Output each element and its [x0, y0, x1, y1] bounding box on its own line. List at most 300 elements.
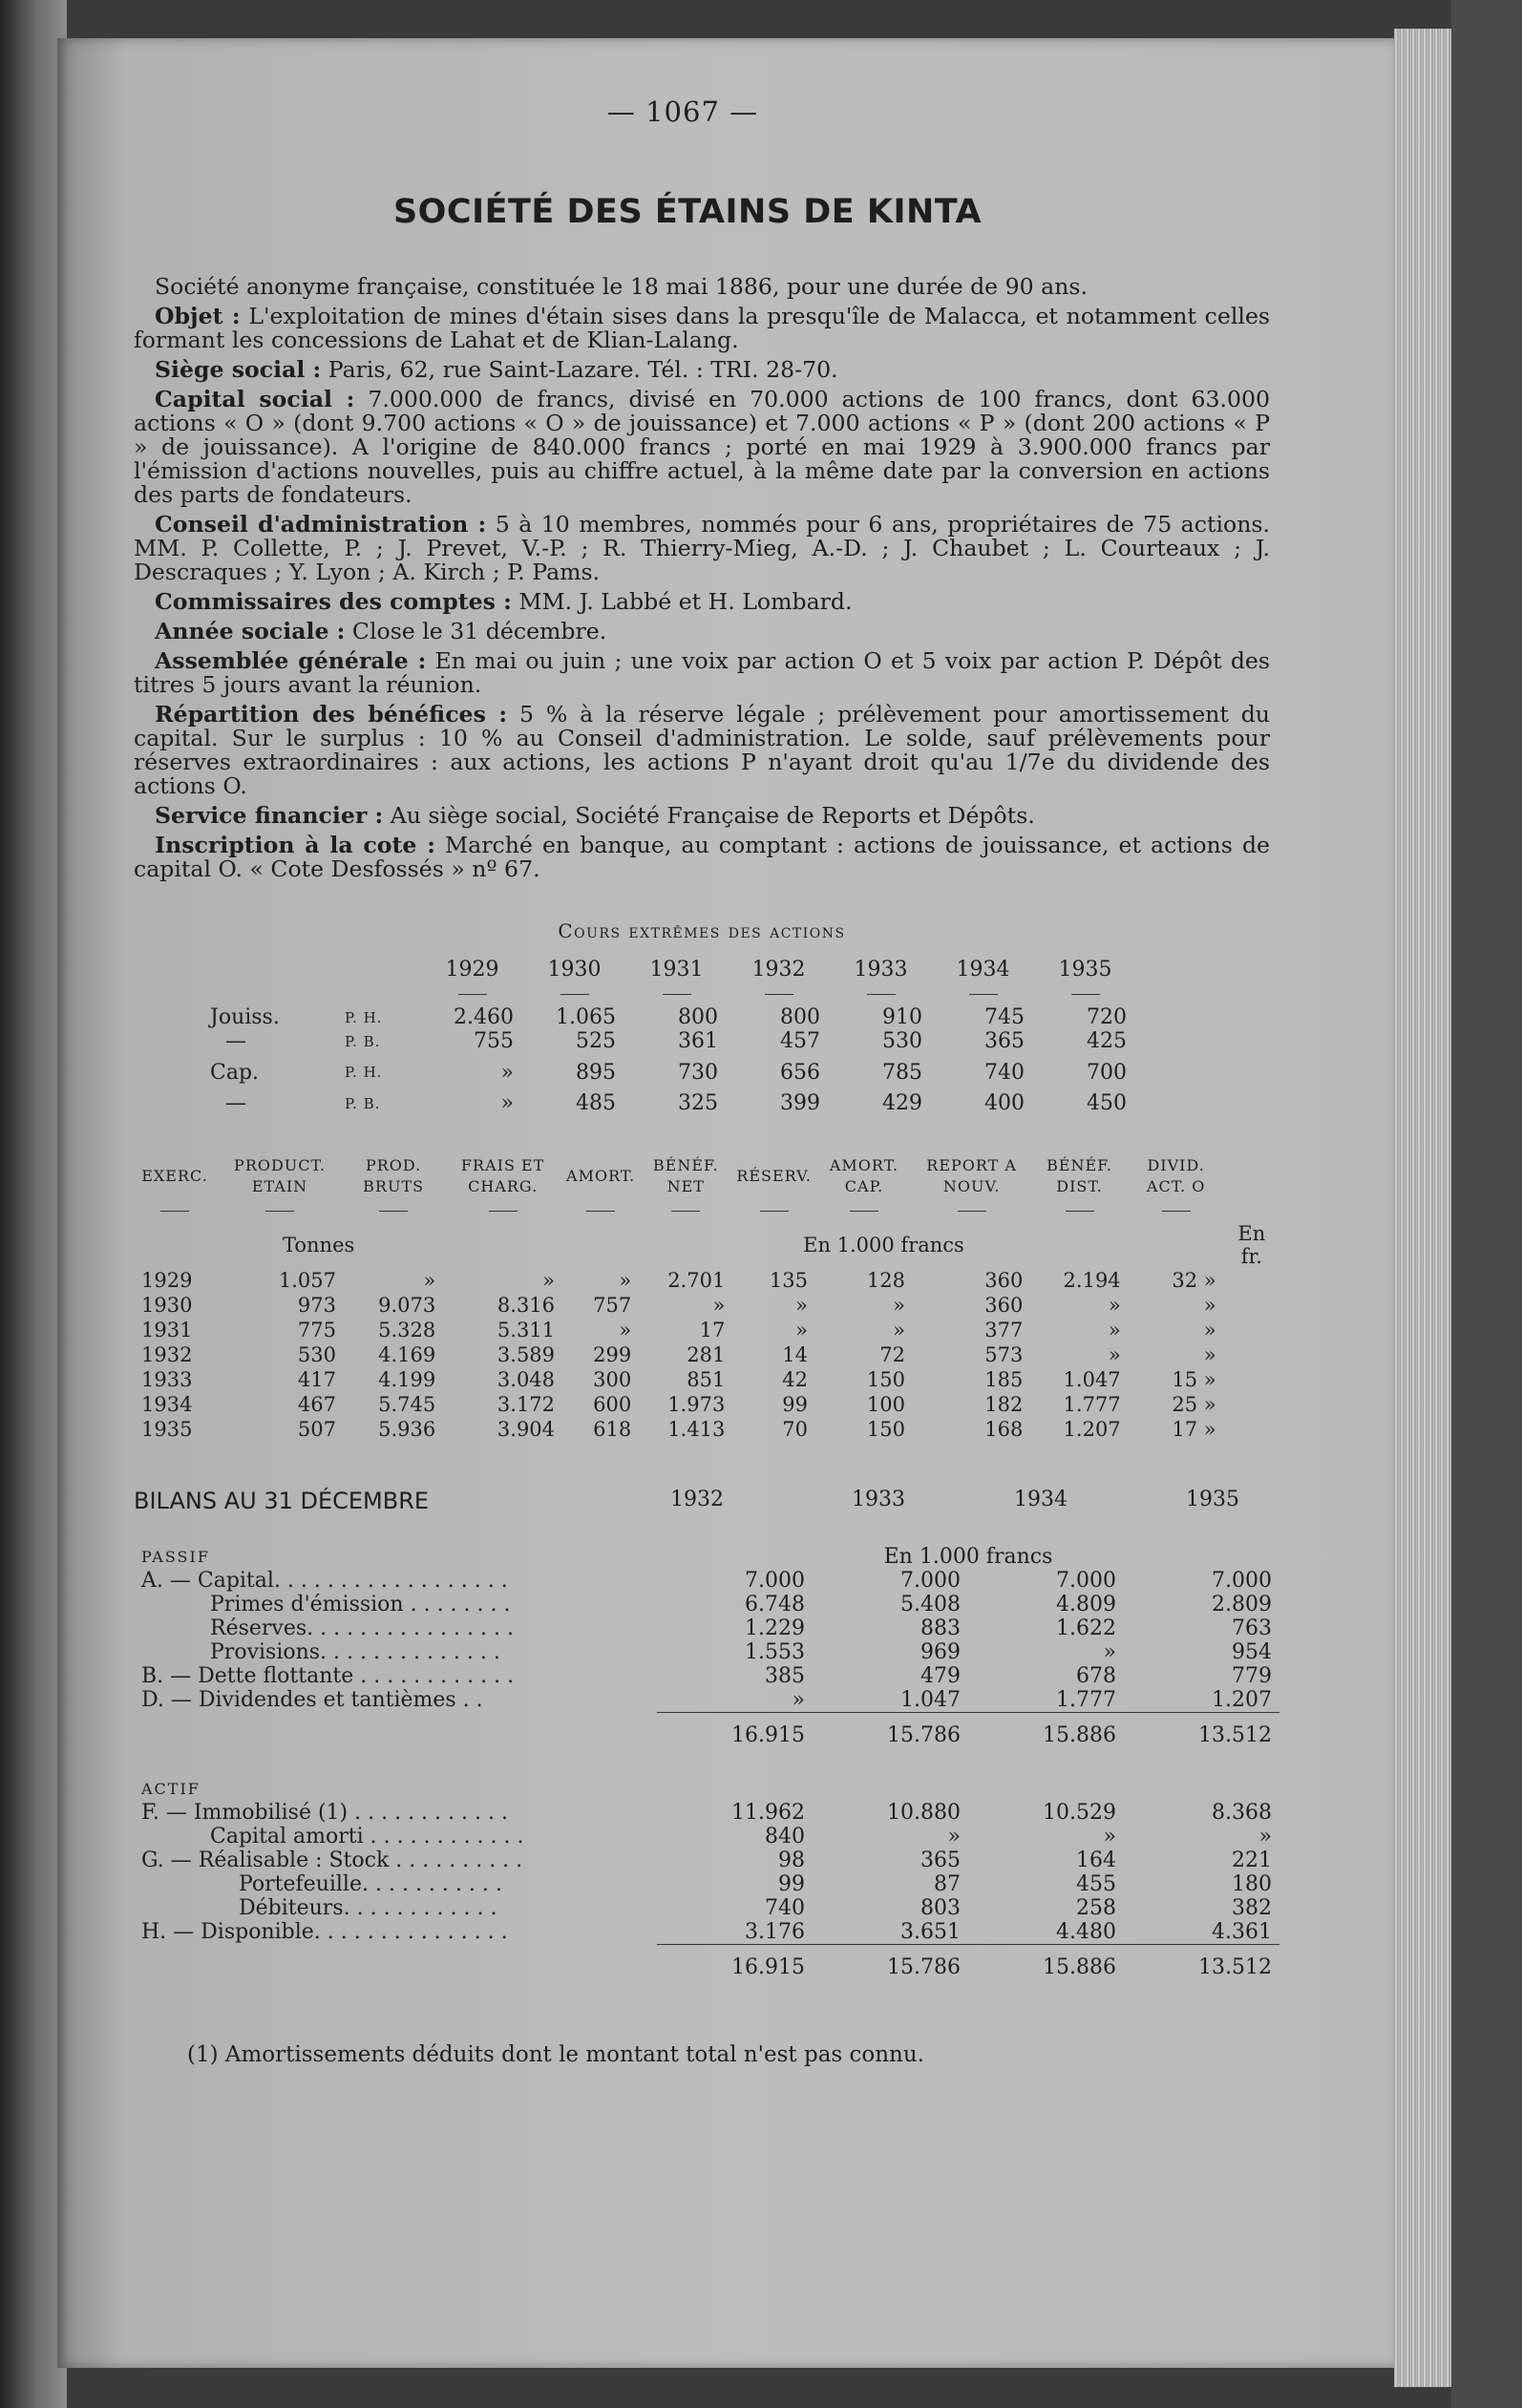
cours-cell: 800	[780, 1005, 820, 1029]
table-cell: 600	[593, 1393, 632, 1416]
bilan-cell: 1.047	[900, 1688, 961, 1712]
table-cell: »	[1203, 1294, 1216, 1317]
row-sublabel: P. B.	[345, 1094, 381, 1112]
table-cell: 4.199	[378, 1368, 436, 1391]
blank-cell	[335, 958, 421, 982]
bilan-row	[134, 1801, 1279, 1825]
bilan-row	[134, 1664, 1279, 1688]
table-cell: »	[893, 1294, 905, 1317]
blank-cell	[443, 1222, 562, 1268]
table-cell: 128	[866, 1269, 905, 1292]
dash-rule	[265, 1211, 294, 1212]
dash-rule	[958, 1211, 986, 1212]
blank-cell	[968, 1777, 1124, 1801]
cours-title: Cours extrêmes des actions	[558, 919, 846, 942]
table-cell: 1.057	[278, 1269, 336, 1292]
table-cell: 299	[593, 1343, 632, 1366]
row-label: Provisions. . . . . . . . . . . . . .	[210, 1640, 500, 1664]
bilan-cell: 164	[1076, 1848, 1116, 1872]
blank-cell	[134, 1944, 657, 1984]
table-cell: »	[542, 1269, 556, 1292]
table-cell: 5.311	[497, 1319, 556, 1341]
column-header: RÉSERV.	[736, 1167, 812, 1185]
background-shade	[1451, 0, 1522, 2408]
dash-rule	[1066, 1211, 1094, 1212]
table-cell: 377	[984, 1319, 1024, 1341]
dash-rule	[850, 1211, 878, 1212]
table-cell: 5.936	[378, 1418, 436, 1441]
dash-row	[134, 1197, 1279, 1222]
bilan-cell: »	[1103, 1824, 1116, 1848]
bilans-table	[134, 1545, 1279, 2008]
table-cell: 182	[984, 1393, 1024, 1416]
total-cell: 16.915	[657, 1944, 813, 1984]
row-label: Réserves. . . . . . . . . . . . . . . .	[210, 1616, 514, 1640]
table-cell: 4.169	[378, 1343, 436, 1366]
table-cell: 32 »	[1172, 1269, 1216, 1292]
table-cell: 70	[782, 1418, 808, 1441]
table-row	[134, 1367, 1279, 1392]
page-title: SOCIÉTÉ DES ÉTAINS DE KINTA	[392, 193, 983, 231]
cours-cell: 399	[780, 1091, 820, 1115]
dash-rule	[458, 994, 487, 995]
year-header: 1933	[854, 958, 908, 982]
field-label: Commissaires des comptes :	[155, 588, 512, 615]
unit-label: En 1.000 francs	[803, 1234, 964, 1257]
bilan-cell: 4.480	[1056, 1919, 1116, 1944]
cours-cell: 785	[882, 1060, 922, 1085]
cours-cell: »	[500, 1091, 514, 1115]
table-cell: 168	[984, 1418, 1024, 1441]
table-cell: 3.589	[497, 1343, 556, 1366]
table-cell: 281	[687, 1343, 726, 1366]
bilan-cell: 7.000	[900, 1569, 961, 1593]
field-label: Capital social :	[155, 386, 355, 412]
column-header: REPORT A NOUV.	[926, 1156, 1017, 1195]
column-header: BÉNÉF. NET	[652, 1156, 719, 1195]
bilan-cell: 87	[934, 1871, 961, 1896]
rule-cell	[344, 1197, 443, 1222]
blank-cell	[657, 1777, 813, 1801]
table-cell: 1.777	[1063, 1393, 1121, 1416]
total-cell: 15.886	[968, 1944, 1124, 1984]
blank-cell	[1129, 1222, 1224, 1268]
table-row	[134, 1318, 1279, 1342]
total-cell: 15.786	[813, 1944, 968, 1984]
total-cell: 15.786	[813, 1713, 968, 1753]
bilan-cell: 1.777	[1056, 1688, 1116, 1712]
dash-rule	[969, 994, 998, 995]
table-cell: 1.973	[667, 1393, 726, 1416]
table-cell: 3.172	[497, 1393, 556, 1416]
field-label: Année sociale :	[155, 618, 346, 644]
dash-rule	[1162, 1211, 1191, 1212]
cours-cell: 730	[678, 1060, 718, 1085]
table-cell: 775	[297, 1319, 336, 1341]
bilan-cell: 455	[1076, 1871, 1116, 1896]
blank-cell	[134, 1984, 657, 2008]
cours-cell: 485	[576, 1091, 616, 1115]
bilan-cell: 385	[765, 1664, 805, 1688]
table-cell: »	[1108, 1294, 1121, 1317]
cours-cell: 740	[984, 1060, 1025, 1085]
bilan-cell: 1.229	[745, 1616, 805, 1640]
table-cell: 135	[769, 1269, 808, 1292]
table-cell: »	[423, 1269, 436, 1292]
bilan-row	[134, 1593, 1279, 1616]
description-paragraph	[134, 620, 1270, 644]
bilan-cell: »	[792, 1688, 805, 1712]
field-text: 5 % à la réserve légale ; prélèvement pour amortissement du capital. Sur le surplus : 10 % au Conseil d'administration. Le solde, sauf prélèvements pour réserves extraordinaires : aux actions, les actions P n'ayant droit qu'au 1/7e du dividende des actions O.	[134, 701, 1271, 799]
table-cell: 185	[984, 1368, 1024, 1391]
rule-cell	[625, 982, 728, 1005]
cours-cell: 400	[984, 1091, 1025, 1115]
bilan-cell: »	[947, 1824, 961, 1848]
cours-row	[201, 1091, 1136, 1115]
bilan-cell: 803	[920, 1895, 961, 1920]
table-cell: 9.073	[378, 1294, 436, 1317]
bilans-year: 1932	[670, 1488, 724, 1511]
bilan-cell: 479	[920, 1664, 961, 1688]
unit-label: En fr.	[1237, 1222, 1266, 1268]
row-label: Débiteurs. . . . . . . . . . . .	[239, 1895, 497, 1920]
table-cell: 1930	[141, 1294, 193, 1317]
dash-rule	[760, 1211, 789, 1212]
column-header: EXERC.	[141, 1167, 208, 1185]
rule-cell	[815, 1197, 913, 1222]
cours-cell: 530	[882, 1029, 922, 1053]
table-row	[134, 1268, 1279, 1293]
column-header: DIVID. ACT. O	[1146, 1156, 1206, 1195]
rule-cell	[1129, 1197, 1224, 1222]
bilan-cell: 763	[1232, 1616, 1272, 1640]
bilans-title: BILANS AU 31 DÉCEMBRE	[134, 1488, 430, 1514]
table-cell: 17	[699, 1319, 726, 1341]
row-label: G. — Réalisable : Stock . . . . . . . . . .	[141, 1848, 523, 1872]
bilan-cell: »	[1258, 1824, 1272, 1848]
bilan-row	[134, 1569, 1279, 1593]
bilan-row	[134, 1616, 1279, 1640]
total-row	[134, 1944, 1279, 1984]
field-text: Marché en banque, au comptant : actions de jouissance, et actions de capital O. « Cote Desfossés » nº 67.	[134, 832, 1271, 882]
cours-cell: 1.065	[556, 1005, 616, 1029]
dash-rule	[489, 1211, 518, 1212]
bilan-cell: 7.000	[745, 1569, 805, 1593]
field-text: Au siège social, Société Française de Reports et Dépôts.	[390, 802, 1035, 829]
page-content	[134, 95, 1270, 2067]
bilan-cell: 954	[1232, 1640, 1272, 1664]
bilan-cell: 2.809	[1212, 1593, 1272, 1616]
section-label: ACTIF	[141, 1779, 201, 1798]
table-row	[134, 1417, 1279, 1442]
dash-rule	[867, 994, 896, 995]
year-header: 1934	[956, 958, 1010, 982]
blank-cell	[562, 1222, 639, 1268]
dash-rule	[663, 994, 691, 995]
row-label: Portefeuille. . . . . . . . . . .	[239, 1871, 502, 1896]
rule-cell	[134, 1197, 216, 1222]
row-label: Primes d'émission . . . . . . . .	[210, 1593, 511, 1616]
rule-cell	[728, 982, 830, 1005]
rule-cell	[639, 1197, 732, 1222]
blank-cell	[201, 958, 335, 982]
bilan-cell: 365	[920, 1848, 961, 1872]
blank-cell	[813, 1777, 968, 1801]
description-paragraph	[134, 834, 1270, 881]
table-cell: »	[619, 1269, 632, 1292]
table-cell: 17 »	[1172, 1418, 1216, 1441]
table-cell: 467	[297, 1393, 336, 1416]
section-row	[134, 1545, 1279, 1569]
field-text: Société anonyme française, constituée le 18 mai 1886, pour une durée de 90 ans.	[155, 273, 1089, 300]
description-paragraph	[134, 649, 1270, 697]
table-cell: 42	[782, 1368, 808, 1391]
cours-cell: 425	[1087, 1029, 1127, 1053]
bilan-cell: 779	[1232, 1664, 1272, 1688]
bilan-cell: 7.000	[1056, 1569, 1116, 1593]
table-cell: 3.048	[497, 1368, 556, 1391]
table-cell: 1935	[141, 1418, 193, 1441]
table-cell: »	[712, 1294, 726, 1317]
rule-cell	[732, 1197, 815, 1222]
table-cell: 973	[297, 1294, 336, 1317]
year-header: 1932	[751, 958, 806, 982]
table-cell: 15 »	[1172, 1368, 1216, 1391]
unit-label: En 1.000 francs	[883, 1545, 1053, 1569]
column-header: PROD. BRUTS	[363, 1156, 425, 1195]
cours-cell: 755	[474, 1029, 514, 1053]
table-cell: 150	[866, 1368, 905, 1391]
bilan-cell: 1.553	[745, 1640, 805, 1664]
bilan-cell: 98	[778, 1848, 805, 1872]
blank-cell	[335, 982, 421, 1005]
table-cell: 150	[866, 1418, 905, 1441]
description-paragraph	[134, 388, 1270, 507]
blank-cell	[134, 1753, 657, 1777]
table-cell: 2.701	[667, 1269, 726, 1292]
bilan-cell: 3.176	[745, 1919, 805, 1944]
field-label: Siège social :	[155, 356, 322, 383]
rule-cell	[216, 1197, 344, 1222]
cours-cell: 910	[882, 1005, 922, 1029]
blank-cell	[1124, 1777, 1279, 1801]
bilan-cell: 678	[1076, 1664, 1116, 1688]
description-paragraph	[134, 590, 1270, 614]
field-label: Objet :	[155, 303, 241, 329]
cours-cell: 745	[984, 1005, 1025, 1029]
bilan-cell: 3.651	[900, 1919, 961, 1944]
field-text: Close le 31 décembre.	[351, 618, 607, 644]
dash-rule	[560, 994, 589, 995]
cours-cell: 720	[1087, 1005, 1127, 1029]
field-label: Répartition des bénéfices :	[155, 701, 508, 728]
bilan-cell: 6.748	[745, 1593, 805, 1616]
field-text: L'exploitation de mines d'étain sises dans la presqu'île de Malacca, et notamment celles formant les concessions de Lahat et de Klian-Lalang.	[134, 303, 1271, 353]
bilan-row	[134, 1920, 1279, 1945]
bilan-cell: 4.361	[1212, 1919, 1272, 1944]
column-header: FRAIS ET CHARG.	[460, 1156, 545, 1195]
table-cell: 573	[984, 1343, 1024, 1366]
table-cell: 360	[984, 1269, 1024, 1292]
table-cell: 14	[782, 1343, 808, 1366]
bilan-cell: 221	[1232, 1848, 1272, 1872]
table-cell: 1932	[141, 1343, 193, 1366]
rule-cell	[421, 982, 523, 1005]
blank-cell	[201, 982, 335, 1005]
bilan-cell: 883	[920, 1616, 961, 1640]
field-label: Conseil d'administration :	[155, 511, 487, 538]
table-cell: 5.745	[378, 1393, 436, 1416]
dash-rule	[379, 1211, 408, 1212]
table-row	[134, 1342, 1279, 1367]
cours-cell: 457	[780, 1029, 820, 1053]
row-label: Capital amorti . . . . . . . . . . . .	[210, 1824, 524, 1848]
dash-rule	[765, 994, 793, 995]
table-cell: 360	[984, 1294, 1024, 1317]
cours-cell: 895	[576, 1060, 616, 1085]
cours-cell: 450	[1087, 1091, 1127, 1115]
rule-cell	[562, 1197, 639, 1222]
table-cell: 1929	[141, 1269, 193, 1292]
company-description	[134, 275, 1270, 881]
units-row	[134, 1222, 1279, 1268]
table-cell: 1.207	[1063, 1418, 1121, 1441]
field-label: Service financier :	[155, 802, 384, 829]
bilan-cell: 7.000	[1212, 1569, 1272, 1593]
cours-cell: 700	[1087, 1060, 1127, 1085]
table-cell: 300	[593, 1368, 632, 1391]
column-header: AMORT. CAP.	[829, 1156, 899, 1195]
table-cell: 851	[687, 1368, 726, 1391]
rule-cell	[443, 1197, 562, 1222]
bilan-cell: 99	[778, 1871, 805, 1896]
bilan-cell: 258	[1076, 1895, 1116, 1920]
table-cell: 417	[297, 1368, 336, 1391]
cours-dash-row	[201, 982, 1136, 1005]
cours-row	[201, 1005, 1136, 1029]
production-table	[134, 1155, 1279, 1442]
description-paragraph	[134, 703, 1270, 798]
total-row	[134, 1713, 1279, 1753]
field-text: En mai ou juin ; une voix par action O et 5 voix par action P. Dépôt des titres 5 jours avant la réunion.	[134, 647, 1270, 698]
row-label: —	[225, 1091, 246, 1115]
row-label: —	[225, 1029, 246, 1053]
cours-cell: 361	[678, 1029, 718, 1053]
table-cell: 3.904	[497, 1418, 556, 1441]
description-paragraph	[134, 275, 1270, 299]
dash-rule	[671, 1211, 700, 1212]
cours-table	[201, 958, 1136, 1115]
bilan-cell: 10.880	[887, 1800, 961, 1825]
row-label: Cap.	[210, 1060, 260, 1085]
bilans-year: 1933	[852, 1488, 905, 1511]
table-cell: »	[795, 1294, 808, 1317]
year-header: 1929	[445, 958, 499, 982]
table-cell: 757	[593, 1294, 632, 1317]
bilan-cell: 1.622	[1056, 1616, 1116, 1640]
rule-cell	[913, 1197, 1030, 1222]
bilan-cell: 740	[765, 1895, 805, 1920]
cours-cell: 429	[882, 1091, 922, 1115]
page-stack-edge	[1394, 29, 1451, 2387]
bilan-cell: 5.408	[900, 1593, 961, 1616]
table-cell: »	[1108, 1319, 1121, 1341]
bilan-row	[134, 1896, 1279, 1920]
bilan-row	[134, 1640, 1279, 1664]
table-cell: »	[1203, 1343, 1216, 1366]
rule-cell	[1030, 1197, 1128, 1222]
description-paragraph	[134, 358, 1270, 382]
row-label: B. — Dette flottante . . . . . . . . . . . .	[141, 1664, 515, 1688]
rule-cell	[1034, 982, 1136, 1005]
column-header: PRODUCT. ETAIN	[234, 1156, 326, 1195]
table-cell: »	[1203, 1319, 1216, 1341]
description-paragraph	[134, 804, 1270, 828]
year-header: 1935	[1058, 958, 1112, 982]
dash-rule	[160, 1211, 189, 1212]
table-cell: »	[795, 1319, 808, 1341]
table-cell: »	[893, 1319, 905, 1341]
description-paragraph	[134, 513, 1270, 584]
bilans-year: 1935	[1186, 1488, 1239, 1511]
bilan-cell: 382	[1232, 1895, 1272, 1920]
row-label: H. — Disponible. . . . . . . . . . . . . . .	[141, 1919, 508, 1944]
total-cell: 13.512	[1124, 1713, 1279, 1753]
bilans-year: 1934	[1014, 1488, 1068, 1511]
table-cell: 1934	[141, 1393, 193, 1416]
cours-cell: 800	[678, 1005, 718, 1029]
field-text: 5 à 10 membres, nommés pour 6 ans, propriétaires de 75 actions. MM. P. Collette, P. ; J. Prevet, V.-P. ; R. Thierry-Mieg, A.-D. ; J. Chaubet ; L. Courteaux ; J. Descraques ; Y. Lyon ; A. Kirch ; P. Pams.	[134, 511, 1271, 585]
page-number: — 1067 —	[606, 95, 759, 128]
dash-rule	[586, 1211, 615, 1212]
table-cell: 1.047	[1063, 1368, 1121, 1391]
bilan-cell: 180	[1232, 1871, 1272, 1896]
total-cell: 13.512	[1124, 1944, 1279, 1984]
bilan-row	[134, 1848, 1279, 1872]
cours-cell: 525	[576, 1029, 616, 1053]
table-cell: 1931	[141, 1319, 193, 1341]
table-cell: 99	[782, 1393, 808, 1416]
column-header: BÉNÉF. DIST.	[1046, 1156, 1112, 1195]
rule-cell	[523, 982, 625, 1005]
description-paragraph	[134, 305, 1270, 352]
spacer-row	[134, 1753, 1279, 1777]
section-label: PASSIF	[141, 1548, 210, 1566]
field-text: 7.000.000 de francs, divisé en 70.000 actions de 100 francs, dont 63.000 actions « O » (dont 9.700 actions « O » de jouissance) et 7.000 actions « P » (dont 200 actions « P » de jouissance). A l'origine de 840.000 francs ; porté en mai 1929 à 3.900.000 francs par l'émission d'actions nouvelles, puis au chiffre actuel, à la même date par la conversion en actions des parts de fondateurs.	[134, 386, 1270, 508]
footnote: (1) Amortissements déduits dont le montant total n'est pas connu.	[187, 2042, 924, 2067]
bilans-header	[134, 1488, 1279, 1545]
table-row	[134, 1293, 1279, 1318]
bilan-cell: 840	[765, 1824, 805, 1848]
blank-cell	[134, 1222, 216, 1268]
cours-cell: 325	[678, 1091, 718, 1115]
row-label: D. — Dividendes et tantièmes . .	[141, 1688, 483, 1713]
cours-row	[201, 1053, 1136, 1091]
table-cell: »	[1108, 1343, 1121, 1366]
bilan-row	[134, 1872, 1279, 1896]
row-label: Jouiss.	[210, 1005, 280, 1029]
table-cell: 100	[866, 1393, 905, 1416]
row-sublabel: P. H.	[345, 1008, 383, 1026]
bilan-cell: 11.962	[731, 1800, 805, 1825]
year-header: 1930	[547, 958, 602, 982]
field-text: MM. J. Labbé et H. Lombard.	[518, 588, 853, 615]
total-cell: 15.886	[968, 1713, 1124, 1753]
row-label: F. — Immobilisé (1) . . . . . . . . . . . .	[141, 1800, 508, 1825]
cours-row	[201, 1029, 1136, 1053]
rule-cell	[830, 982, 932, 1005]
row-sublabel: P. B.	[345, 1032, 381, 1050]
